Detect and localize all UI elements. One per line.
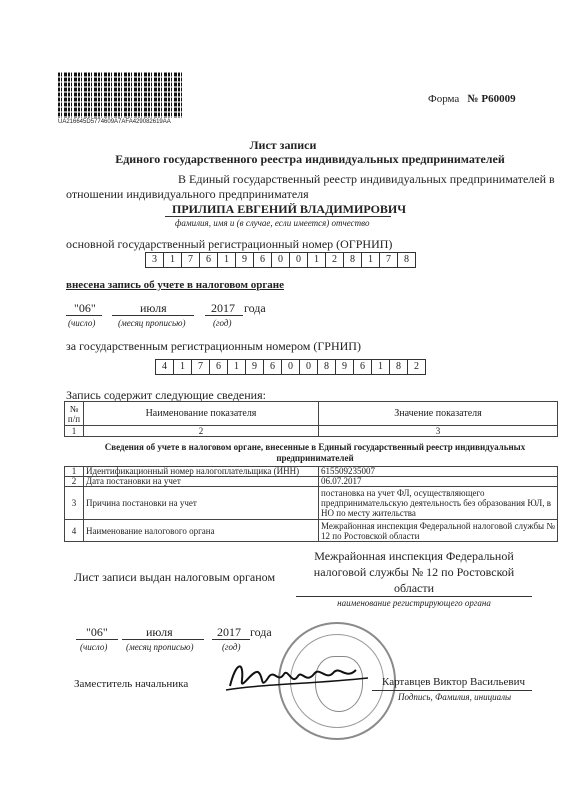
date2-year: 2017 <box>217 625 241 639</box>
date2-day: "06" <box>86 625 108 639</box>
issued-label: Лист записи выдан налоговым органом <box>74 570 276 584</box>
header-col1: 1 <box>65 426 84 437</box>
date1-month-caption: (месяц прописью) <box>118 318 186 328</box>
issued-caption: наименование регистрирующего органа <box>337 598 491 608</box>
intro-line2: отношении индивидуального предпринимателя <box>66 187 309 201</box>
title-line1: Лист записи <box>249 138 317 152</box>
form-label: Форма № Р60009 <box>428 93 516 105</box>
table-row: 3 Причина постановки на учет постановка на учет ФЛ, осуществляющего предпринимательскую деятельность без образования ЮЛ, в НО по месту жительства <box>65 487 558 520</box>
grnip-digits: 4 1 7 6 1 9 6 0 0 8 9 6 1 8 2 <box>155 359 426 375</box>
data-table <box>64 466 558 542</box>
table-row: 1 Идентификационный номер налогоплательщика (ИНН) 615509235007 <box>65 467 558 477</box>
table-row: 2 Дата постановки на учет 06.07.2017 <box>65 477 558 487</box>
header-value: Значение показателя <box>319 402 558 426</box>
header-col3: 3 <box>319 426 558 437</box>
ogrnip-label: основной государственный регистрационный номер (ОГРНИП) <box>66 237 393 251</box>
header-table <box>64 401 558 437</box>
signature-image <box>222 650 372 700</box>
header-name: Наименование показателя <box>84 402 319 426</box>
date1-day-caption: (число) <box>68 318 96 328</box>
signer-caption: Подпись, Фамилия, инициалы <box>398 692 512 702</box>
header-num: № п/п <box>65 402 84 426</box>
issued-authority: Межрайонная инспекция Федеральной налоговой службы № 12 по Ростовской области <box>313 549 515 595</box>
signer-position: Заместитель начальника <box>74 678 189 690</box>
date2-year-caption: (год) <box>222 642 241 652</box>
ogrnip-digits: 3 1 7 6 1 9 6 0 0 1 2 8 1 7 8 <box>145 252 416 268</box>
table-row: 4 Наименование налогового органа Межрайонная инспекция Федеральной налоговой службы № 12 по Ростовской области <box>65 520 558 542</box>
date2-month: июля <box>146 625 173 639</box>
date1-year: 2017 <box>211 301 235 315</box>
date2-month-caption: (месяц прописью) <box>126 642 194 652</box>
record-contains: Запись содержит следующие сведения: <box>66 388 266 402</box>
date1-day: "06" <box>74 301 96 315</box>
intro-line1: В Единый государственный реестр индивидуальных предпринимателей в <box>178 172 555 186</box>
person-name: ПРИЛИПА ЕВГЕНИЙ ВЛАДИМИРОВИЧ <box>172 202 407 216</box>
form-number: № Р60009 <box>467 93 516 105</box>
header-col2: 2 <box>84 426 319 437</box>
person-caption: фамилия, имя и (в случае, если имеется) отчество <box>175 218 370 228</box>
date2-day-caption: (число) <box>80 642 108 652</box>
signer-name: Картавцев Виктор Васильевич <box>382 676 525 688</box>
barcode-image <box>58 72 182 118</box>
grnip-label: за государственным регистрационным номером (ГРНИП) <box>66 339 361 353</box>
date1-month: июля <box>140 301 167 315</box>
title-line2: Единого государственного реестра индивидуальных предпринимателей <box>115 152 505 166</box>
entry-made: внесена запись об учете в налоговом органе <box>66 279 285 291</box>
date1-year-suffix: года <box>244 301 266 315</box>
barcode-text: UA216645D5774609A7AFA429082619AA <box>58 119 171 125</box>
date1-year-caption: (год) <box>213 318 232 328</box>
date2-year-suffix: года <box>250 625 272 639</box>
section-title: Сведения об учете в налоговом органе, внесенные в Единый государственный реестр индивидуальных предпринимателей <box>104 442 526 463</box>
